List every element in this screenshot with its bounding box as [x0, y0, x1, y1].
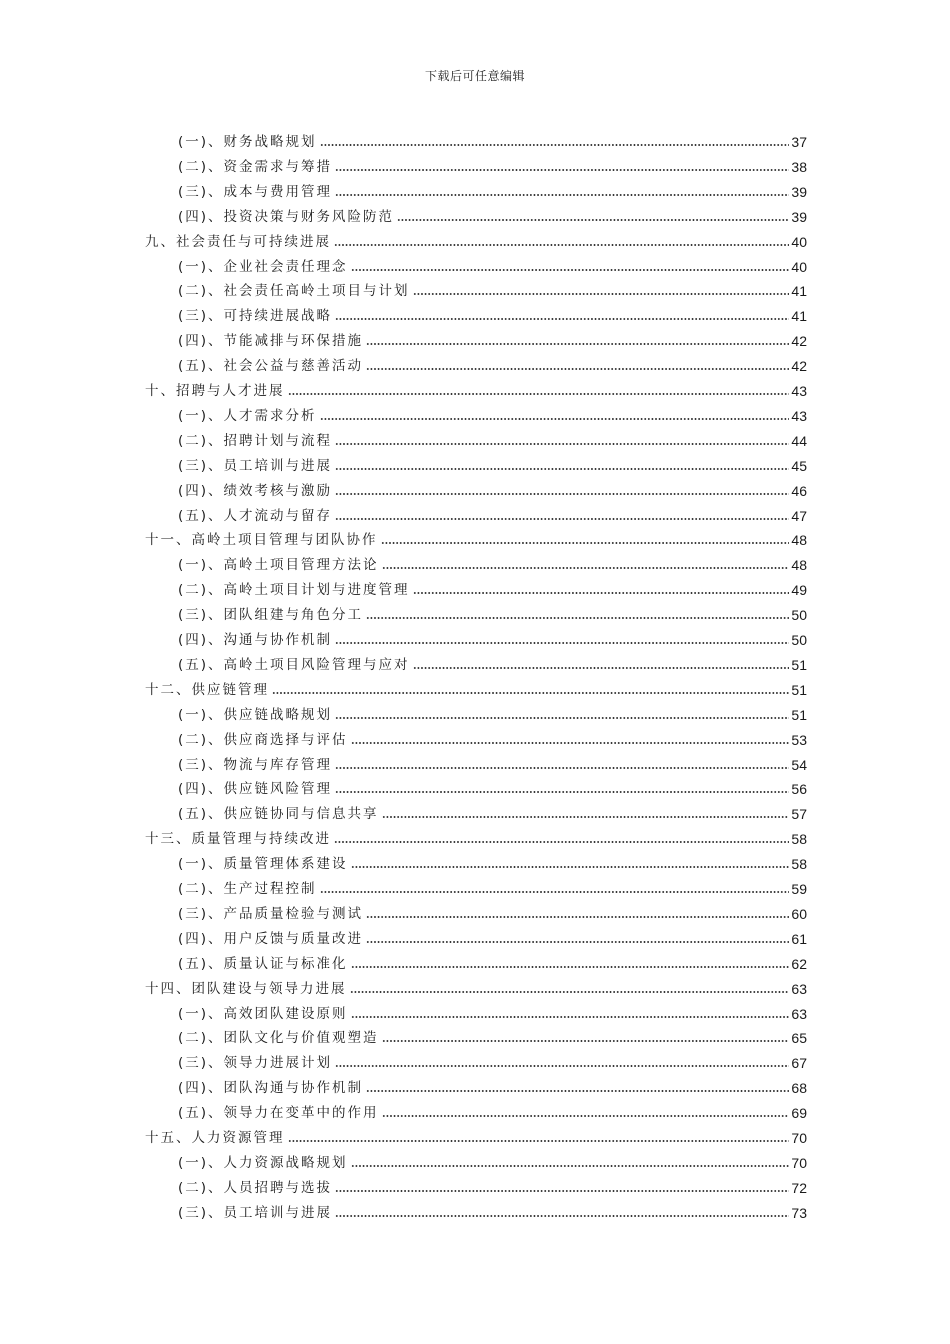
dot-leader [272, 691, 789, 695]
toc-page-number: 47 [791, 507, 807, 524]
toc-section-entry[interactable] [178, 424, 807, 449]
toc-page-number: 60 [791, 905, 807, 922]
toc-page-number: 65 [791, 1030, 807, 1047]
toc-entry-title: (一)、高岭土项目管理方法论 [178, 557, 379, 574]
toc-entry-title: (四)、供应链风险管理 [178, 781, 333, 798]
dot-leader [366, 342, 789, 346]
dot-leader [335, 1189, 789, 1193]
dot-leader [335, 317, 789, 321]
toc-page-number: 40 [791, 233, 807, 250]
toc-page-number: 51 [791, 706, 807, 723]
toc-page-number: 70 [791, 1130, 807, 1146]
dot-leader [351, 965, 790, 969]
dot-leader [413, 666, 790, 670]
toc-page-number: 63 [791, 980, 807, 997]
toc-entry-title: (二)、资金需求与筹措 [178, 158, 333, 175]
toc-entry-title: 十三、质量管理与持续改进 [145, 831, 331, 848]
toc-page-number: 61 [791, 930, 807, 947]
toc-page-number: 49 [791, 582, 807, 599]
toc-page-number: 42 [791, 358, 807, 375]
toc-entry-title: (五)、供应链协同与信息共享 [178, 806, 379, 823]
toc-chapter-entry[interactable] [145, 1121, 807, 1146]
toc-entry-title: (三)、成本与费用管理 [178, 183, 333, 200]
toc-chapter-entry[interactable] [145, 972, 807, 997]
toc-section-entry[interactable] [178, 274, 807, 299]
dot-leader [320, 143, 790, 147]
dot-leader [413, 591, 790, 595]
toc-page-number: 57 [791, 806, 807, 823]
toc-section-entry[interactable] [178, 997, 807, 1022]
toc-entry-title: (五)、领导力在变革中的作用 [178, 1105, 379, 1122]
toc-section-entry[interactable] [178, 324, 807, 349]
toc-page-number: 48 [791, 532, 807, 549]
toc-page-number: 53 [791, 731, 807, 748]
toc-chapter-entry[interactable] [145, 673, 807, 698]
toc-entry-title: (二)、团队文化与价值观塑造 [178, 1030, 379, 1047]
toc-section-entry[interactable] [178, 125, 807, 150]
dot-leader [382, 1039, 790, 1043]
toc-page-number: 50 [791, 607, 807, 624]
toc-section-entry[interactable] [178, 548, 807, 573]
toc-entry-title: (三)、员工培训与进展 [178, 1204, 333, 1221]
toc-page-number: 42 [791, 333, 807, 350]
toc-entry-title: (三)、产品质量检验与测试 [178, 905, 364, 922]
toc-section-entry[interactable] [178, 797, 807, 822]
toc-section-entry[interactable] [178, 723, 807, 748]
toc-page-number: 54 [791, 756, 807, 773]
toc-entry-title: 十五、人力资源管理 [145, 1130, 285, 1146]
toc-entry-title: (二)、生产过程控制 [178, 881, 317, 897]
toc-section-entry[interactable] [178, 449, 807, 474]
dot-leader [335, 492, 789, 496]
toc-page-number: 68 [791, 1080, 807, 1097]
toc-section-entry[interactable] [178, 772, 807, 797]
dot-leader [351, 1015, 790, 1019]
toc-entry-title: (四)、节能减排与环保措施 [178, 333, 364, 350]
toc-chapter-entry[interactable] [145, 225, 807, 250]
toc-entry-title: (二)、供应商选择与评估 [178, 731, 348, 748]
toc-entry-title: (五)、社会公益与慈善活动 [178, 358, 364, 375]
toc-section-entry[interactable] [178, 1096, 807, 1121]
toc-section-entry[interactable] [178, 1171, 807, 1196]
toc-chapter-entry[interactable] [145, 822, 807, 847]
dot-leader [288, 392, 790, 396]
toc-page-number: 38 [791, 158, 807, 175]
dot-leader [334, 840, 789, 844]
dot-leader [335, 790, 789, 794]
toc-page-number: 43 [791, 407, 807, 424]
toc-entry-title: 十一、高岭土项目管理与团队协作 [145, 532, 378, 549]
toc-entry-title: (五)、高岭土项目风险管理与应对 [178, 656, 410, 673]
dot-leader [366, 367, 789, 371]
dot-leader [335, 1064, 789, 1068]
toc-page-number: 72 [791, 1179, 807, 1196]
dot-leader [335, 716, 789, 720]
toc-entry-title: (四)、用户反馈与质量改进 [178, 930, 364, 947]
toc-entry-title: (四)、投资决策与财务风险防范 [178, 208, 395, 225]
toc-section-entry[interactable] [178, 748, 807, 773]
toc-entry-title: (一)、高效团队建设原则 [178, 1005, 348, 1022]
dot-leader [335, 442, 789, 446]
dot-leader [351, 268, 790, 272]
toc-section-entry[interactable] [178, 349, 807, 374]
toc-section-entry[interactable] [178, 1071, 807, 1096]
toc-page-number: 37 [791, 134, 807, 150]
toc-entry-title: 九、社会责任与可持续进展 [145, 233, 331, 250]
toc-entry-title: (二)、高岭土项目计划与进度管理 [178, 582, 410, 599]
toc-page-number: 41 [791, 308, 807, 325]
toc-entry-title: (一)、质量管理体系建设 [178, 856, 348, 873]
dot-leader [335, 766, 789, 770]
toc-page-number: 73 [791, 1204, 807, 1221]
toc-page-number: 51 [791, 656, 807, 673]
toc-entry-title: (四)、团队沟通与协作机制 [178, 1080, 364, 1097]
toc-page-number: 48 [791, 557, 807, 574]
toc-entry-title: 十二、供应链管理 [145, 681, 269, 698]
toc-page-number: 58 [791, 856, 807, 873]
toc-entry-title: (三)、可持续进展战略 [178, 308, 333, 325]
dot-leader [397, 218, 789, 222]
toc-section-entry[interactable] [178, 698, 807, 723]
dot-leader [351, 865, 790, 869]
toc-entry-title: (二)、人员招聘与选拔 [178, 1179, 333, 1196]
toc-section-entry[interactable] [178, 499, 807, 524]
toc-section-entry[interactable] [178, 947, 807, 972]
toc-page-number: 40 [791, 258, 807, 275]
toc-section-entry[interactable] [178, 250, 807, 275]
dot-leader [382, 815, 790, 819]
toc-entry-title: (二)、招聘计划与流程 [178, 432, 333, 449]
dot-leader [366, 616, 789, 620]
dot-leader [334, 243, 789, 247]
dot-leader [351, 1164, 790, 1168]
toc-page-number: 62 [791, 955, 807, 972]
toc-section-entry[interactable] [178, 573, 807, 598]
toc-page-number: 50 [791, 632, 807, 648]
toc-entry-title: (一)、企业社会责任理念 [178, 258, 348, 275]
toc-page-number: 56 [791, 781, 807, 798]
dot-leader [335, 168, 789, 172]
toc-entry-title: (一)、人才需求分析 [178, 407, 317, 424]
dot-leader [335, 1214, 789, 1218]
toc-page-number: 69 [791, 1105, 807, 1122]
dot-leader [335, 467, 789, 471]
toc-entry-title: (五)、质量认证与标准化 [178, 955, 348, 972]
toc-entry-title: (三)、物流与库存管理 [178, 756, 333, 773]
toc-page-number: 44 [791, 432, 807, 449]
dot-leader [381, 541, 790, 545]
toc-entry-title: (三)、领导力进展计划 [178, 1055, 333, 1072]
toc-section-entry[interactable] [178, 598, 807, 623]
toc-section-entry[interactable] [178, 399, 807, 424]
toc-entry-title: (四)、绩效考核与激励 [178, 482, 333, 499]
toc-section-entry[interactable] [178, 150, 807, 175]
toc-section-entry[interactable] [178, 623, 807, 648]
toc-entry-title: (一)、财务战略规划 [178, 134, 317, 150]
dot-leader [350, 990, 790, 994]
toc-page-number: 67 [791, 1055, 807, 1072]
toc-section-entry[interactable] [178, 200, 807, 225]
toc-page-number: 59 [791, 881, 807, 897]
dot-leader [382, 566, 790, 570]
toc-chapter-entry[interactable] [145, 523, 807, 548]
toc-section-entry[interactable] [178, 175, 807, 200]
toc-entry-title: 十、招聘与人才进展 [145, 383, 285, 399]
toc-entry-title: (一)、供应链战略规划 [178, 706, 333, 723]
dot-leader [366, 1089, 789, 1093]
toc-section-entry[interactable] [178, 1046, 807, 1071]
page-header: 下载后可任意编辑 [424, 69, 525, 83]
dot-leader [366, 915, 789, 919]
toc-page-number: 41 [791, 283, 807, 300]
toc-page-number: 70 [791, 1154, 807, 1171]
toc-section-entry[interactable] [178, 1021, 807, 1046]
toc-entry-title: (一)、人力资源战略规划 [178, 1154, 348, 1171]
dot-leader [335, 641, 789, 645]
dot-leader [351, 741, 790, 745]
toc-section-entry[interactable] [178, 648, 807, 673]
dot-leader [382, 1114, 790, 1118]
toc-entry-title: (三)、团队组建与角色分工 [178, 607, 364, 624]
dot-leader [366, 940, 789, 944]
toc-page-number: 46 [791, 482, 807, 499]
toc-page-number: 39 [791, 183, 807, 200]
toc-section-entry[interactable] [178, 1146, 807, 1171]
dot-leader [335, 517, 789, 521]
dot-leader [413, 292, 790, 296]
toc-section-entry[interactable] [178, 922, 807, 947]
toc-section-entry[interactable] [178, 897, 807, 922]
toc-page-number: 45 [791, 457, 807, 474]
toc-entry-title: (五)、人才流动与留存 [178, 507, 333, 524]
dot-leader [288, 1139, 790, 1143]
toc-section-entry[interactable] [178, 474, 807, 499]
toc-entry-title: (二)、社会责任高岭土项目与计划 [178, 283, 410, 300]
toc-section-entry[interactable] [178, 1196, 807, 1221]
toc-page-number: 43 [791, 383, 807, 399]
toc-page-number: 51 [791, 681, 807, 698]
toc-section-entry[interactable] [178, 299, 807, 324]
toc-chapter-entry[interactable] [145, 374, 807, 399]
toc-page-number: 58 [791, 831, 807, 848]
toc-page-number: 39 [791, 208, 807, 225]
toc-entry-title: 十四、团队建设与领导力进展 [145, 980, 347, 997]
dot-leader [335, 193, 789, 197]
dot-leader [320, 890, 790, 894]
toc-entry-title: (四)、沟通与协作机制 [178, 632, 333, 648]
toc-section-entry[interactable] [178, 847, 807, 872]
toc-section-entry[interactable] [178, 872, 807, 897]
toc-page-number: 63 [791, 1005, 807, 1022]
dot-leader [320, 417, 790, 421]
toc-entry-title: (三)、员工培训与进展 [178, 457, 333, 474]
